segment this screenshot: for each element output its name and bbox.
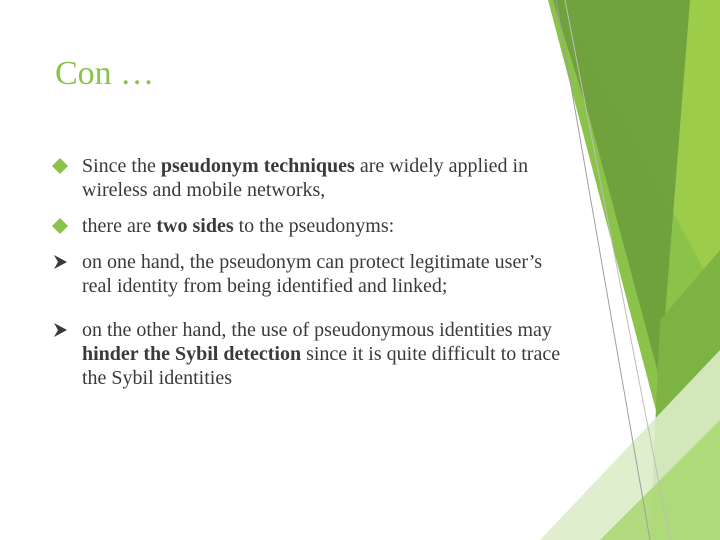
bullet-item (52, 318, 562, 390)
diamond-bullet-icon (52, 218, 68, 234)
arrowhead-bullet-icon (52, 254, 68, 270)
bullet-list (52, 154, 562, 390)
bullet-text: Since the pseudonym techniques are widely applied in wireless and mobile networks, (82, 155, 529, 201)
bullet-item (52, 214, 562, 238)
bullet-item (52, 250, 562, 298)
diamond-bullet-icon (52, 158, 68, 174)
bullet-text: on the other hand, the use of pseudonymous identities may hinder the Sybil detection since it is quite difficult to trace the Sybil identities (82, 319, 561, 389)
bullet-item (52, 154, 562, 202)
bullet-text: there are two sides to the pseudonyms: (82, 215, 395, 237)
bullet-text: on one hand, the pseudonym can protect legitimate user’s real identity from being identified and linked; (82, 251, 543, 297)
arrowhead-bullet-icon (52, 322, 68, 338)
slide-title: Con … (55, 55, 155, 92)
